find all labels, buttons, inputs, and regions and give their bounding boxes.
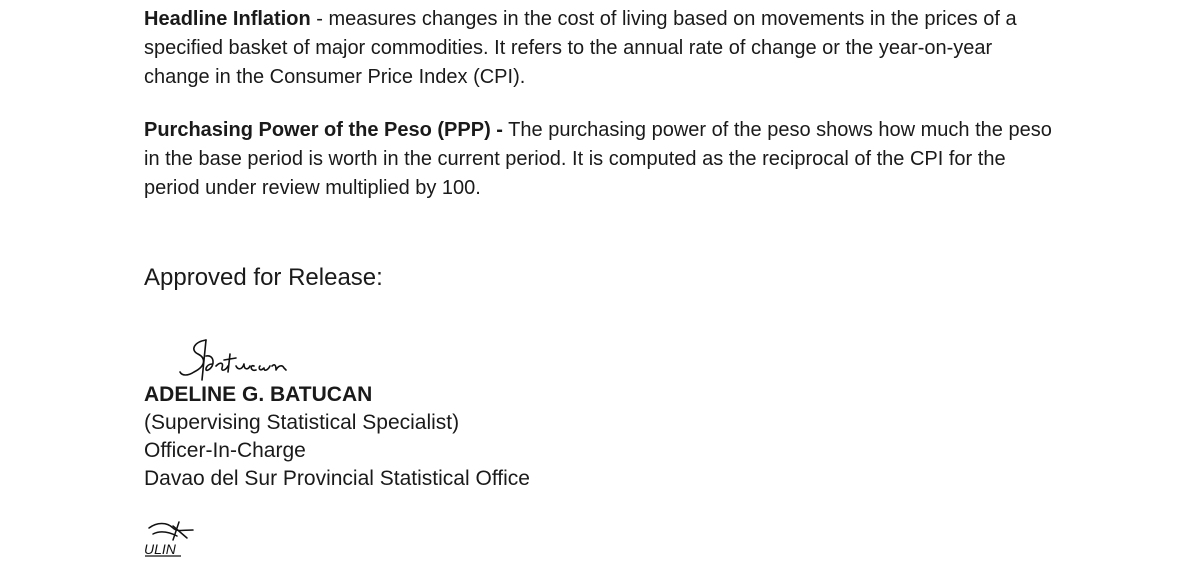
definition-purchasing-power <box>144 116 1054 203</box>
signatory-position: Officer-In-Charge <box>144 439 306 462</box>
definition-headline-inflation <box>144 5 1054 92</box>
signatory-office: Davao del Sur Provincial Statistical Office <box>144 467 530 490</box>
definition-term: Headline Inflation <box>144 8 311 30</box>
definition-text: The purchasing power of the peso shows how much the peso in the base period is worth in the current period. It is computed as the reciprocal of the CPI for the period under review multiplied by 100. <box>144 119 1052 199</box>
approval-label: Approved for Release: <box>144 264 383 291</box>
handwritten-initials <box>143 518 199 558</box>
signatory-block <box>144 381 530 493</box>
svg-text:ULIN: ULIN <box>144 541 176 557</box>
definition-term: Purchasing Power of the Peso (PPP) - <box>144 119 503 141</box>
signatory-name: ADELINE G. BATUCAN <box>144 383 373 406</box>
signatory-title: (Supervising Statistical Specialist) <box>144 411 460 434</box>
definition-separator: - <box>310 8 329 30</box>
definition-text: measures changes in the cost of living based on movements in the prices of a specified basket of major commodities. It refers to the annual rate of change or the year-on-year change in the Consumer Price Index (CPI). <box>144 8 1017 88</box>
